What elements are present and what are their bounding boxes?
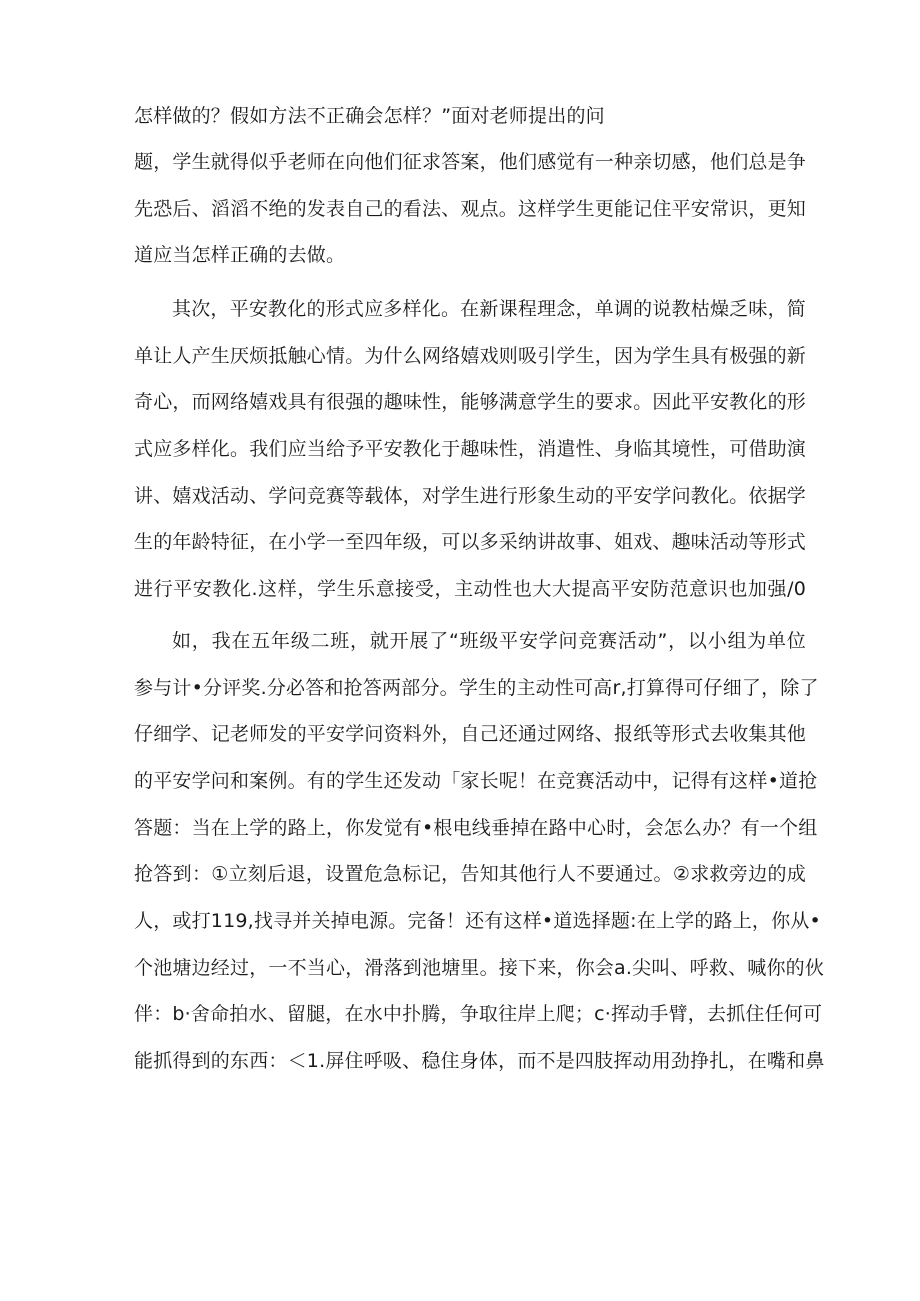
paragraph-start-line: 其次，平安教化的形式应多样化。在新课程理念，单调的说教枯燥乏味，简: [172, 298, 806, 320]
text-line: 道应当怎样正确的去做。: [134, 244, 346, 266]
paragraph-start-line: 如，我在五年级二班，就开展了“班级平安学问竞赛活动”，以小组为单位: [172, 630, 806, 652]
text-line: 能抓得到的东西：＜1.屏住呼吸、稳住身体，而不是四肢挥动用劲挣扎，在嘴和鼻: [134, 1050, 825, 1072]
text-line: 抢答到：①立刻后退，设置危急标记，告知其他行人不要通过。②求救旁边的成: [134, 863, 806, 885]
text-line: 奇心，而网络嬉戏具有很强的趣味性，能够满意学生的要求。因此平安教化的形: [134, 391, 807, 413]
text-line: 人，或打119,找寻并关掉电源。完备！还有这样•道选择题:在上学的路上，你从•: [134, 910, 821, 932]
text-line: 参与计•分评奖.分必答和抢答两部分。学生的主动性可高r,打算得可仔细了，除了: [134, 677, 819, 699]
text-line: 先恐后、滔滔不绝的发表自己的看法、观点。这样学生更能记住平安常识，更知: [134, 198, 807, 220]
text-line: 仔细学、记老师发的平安学问资料外，自己还通过网络、报纸等形式去收集其他: [134, 723, 807, 745]
text-line: 题，学生就得似乎老师在向他们征求答案，他们感觉有一种亲切感，他们总是争: [134, 151, 807, 173]
text-line: 进行平安教化.这样，学生乐意接受，主动性也大大提高平安防范意识也加强/0: [134, 578, 806, 600]
text-line: 个池塘边经过，一不当心，滑落到池塘里。接下来，你会a.尖叫、呼救、喊你的伙: [134, 957, 825, 979]
text-line: 答题：当在上学的路上，你发觉有•根电线垂掉在路中心时，会怎么办？有一个组: [134, 817, 818, 839]
text-line: 怎样做的？假如方法不正确会怎样？”面对老师提出的问: [134, 105, 605, 127]
text-line: 的平安学问和案例。有的学生还发动「家长呢！在竞赛活动中，记得有这样•道抢: [134, 770, 818, 792]
text-line: 单让人产生厌烦抵触心情。为什么网络嬉戏则吸引学生，因为学生具有极强的新: [134, 345, 807, 367]
text-line: 生的年龄特征，在小学一至四年级，可以多采纳讲故事、姐戏、趣味活动等形式: [134, 531, 807, 553]
text-line: 伴：b·舍命拍水、留腿，在水中扑腾，争取往岸上爬；c·挥动手臂，去抓住任何可: [134, 1003, 823, 1025]
text-line: 讲、嬉戏活动、学问竞赛等载体，对学生进行形象生动的平安学问教化。依据学: [134, 485, 807, 507]
text-line: 式应多样化。我们应当给予平安教化于趣味性，消遣性、身临其境性，可借助演: [134, 438, 807, 460]
